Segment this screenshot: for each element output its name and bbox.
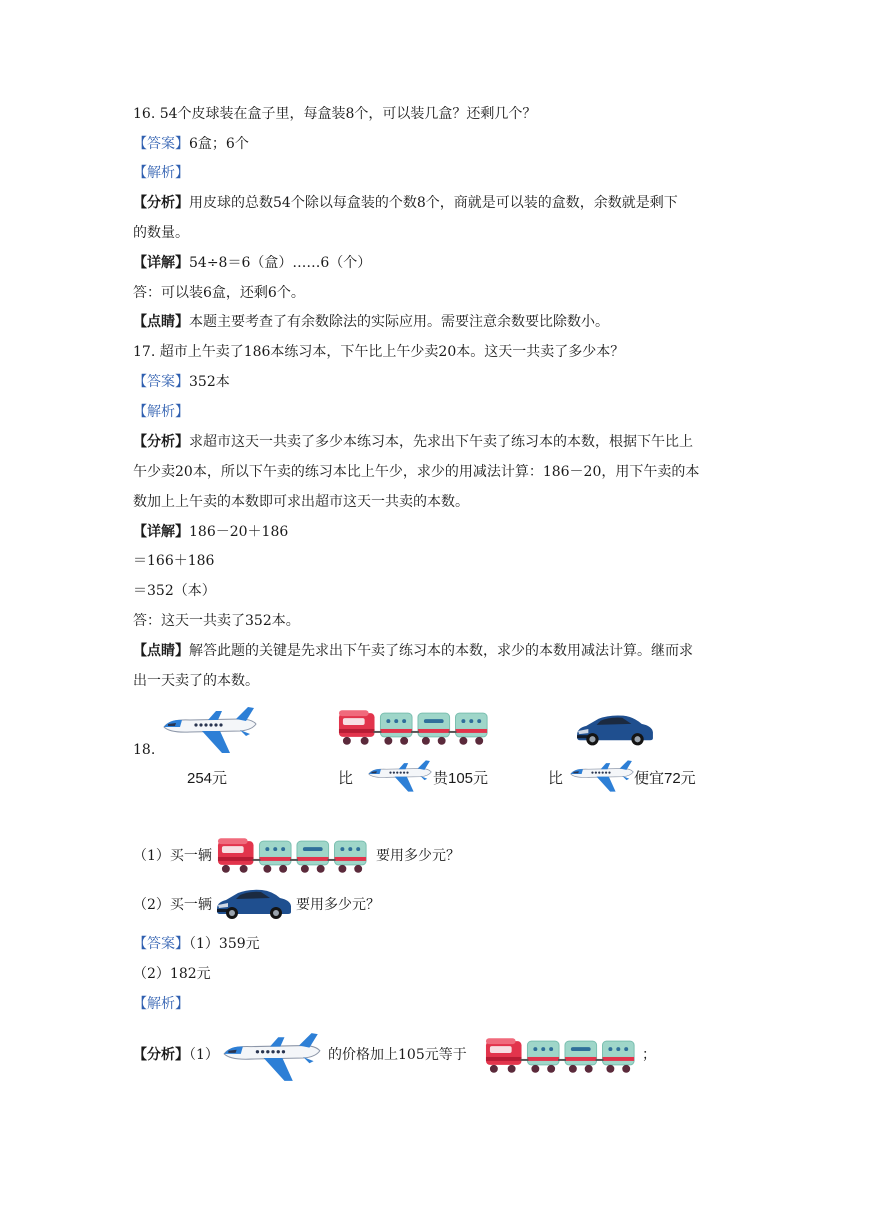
q17-dianjing-line2: 出一天卖了的本数。	[133, 673, 259, 689]
q17-fenxi-line2: 午少卖20本，所以下午卖的练习本比上午少，求少的用减法计算：186－20，用下午卖的本	[133, 464, 700, 480]
train-icon	[337, 706, 495, 748]
q18-fenxi-mid: 的价格加上105元等于	[328, 1047, 467, 1063]
q16-da: 答：可以装6盒，还剩6个。	[133, 285, 305, 301]
airplane-icon	[160, 704, 260, 756]
q17-fenxi-line3: 数加上上午卖的本数即可求出超市这天一共卖的本数。	[133, 494, 469, 510]
q18-sub2-pre: （2）买一辆	[133, 897, 212, 913]
compare-bi-1: 比	[338, 770, 354, 787]
q17-question: 17. 超市上午卖了186本练习本，下午比上午少卖20本。这天一共卖了多少本？	[133, 344, 625, 360]
q18-fenxi-end: ；	[642, 1047, 656, 1063]
car-icon	[214, 883, 294, 923]
airplane-icon	[220, 1030, 324, 1084]
fenxi-tag: 【分析】	[133, 1047, 189, 1063]
q18-fenxi-pre: 【分析】（1）	[133, 1047, 219, 1063]
q17-answer: 352本	[189, 374, 230, 390]
answer-tag: 【答案】	[133, 936, 189, 952]
train-more-expensive: 贵105元	[433, 770, 489, 787]
answer-tag: 【答案】	[133, 136, 189, 152]
q17-answer-line	[133, 372, 230, 392]
q18-answer2: （2）182元	[133, 966, 211, 982]
dianjing-tag: 【点睛】	[133, 314, 189, 330]
airplane-icon	[568, 758, 636, 794]
q16-answer-line	[133, 134, 249, 154]
train-icon	[216, 834, 374, 876]
q17-xiangjie2: ＝166＋186	[133, 553, 215, 569]
car-icon	[574, 710, 656, 748]
plane-price: 254元	[187, 770, 228, 787]
q18-number: 18.	[133, 742, 156, 758]
q17-dianjing-line1: 【点睛】解答此题的关键是先求出下午卖了练习本的本数，求少的本数用减法计算。继而求	[133, 643, 693, 659]
compare-bi-2: 比	[548, 770, 564, 787]
train-icon	[484, 1034, 642, 1076]
q17-xiangjie1: 【详解】186－20＋186	[133, 524, 289, 540]
dianjing-tag: 【点睛】	[133, 643, 189, 659]
q18-sub2-post: 要用多少元？	[296, 897, 380, 913]
q16-fenxi-line2: 的数量。	[133, 225, 189, 241]
xiangjie-tag: 【详解】	[133, 524, 189, 540]
q17-da: 答：这天一共卖了352本。	[133, 613, 300, 629]
airplane-icon	[366, 758, 434, 794]
jiexi-tag: 【解析】	[133, 165, 189, 181]
jiexi-tag: 【解析】	[133, 404, 189, 420]
q18-sub1-pre: （1）买一辆	[133, 848, 212, 864]
answer-tag: 【答案】	[133, 374, 189, 390]
xiangjie-tag: 【详解】	[133, 255, 189, 271]
jiexi-tag: 【解析】	[133, 996, 189, 1012]
q16-question: 16. 54个皮球装在盒子里，每盒装8个，可以装几盒？还剩几个？	[133, 106, 537, 122]
fenxi-tag: 【分析】	[133, 195, 189, 211]
q16-dianjing: 【点睛】本题主要考查了有余数除法的实际应用。需要注意余数要比除数小。	[133, 314, 609, 330]
q17-xiangjie3: ＝352（本）	[133, 583, 216, 599]
q18-answer1: 【答案】（1）359元	[133, 936, 260, 952]
q18-sub1-post: 要用多少元？	[376, 848, 460, 864]
q16-fenxi-line1: 【分析】用皮球的总数54个除以每盒装的个数8个，商就是可以装的盒数，余数就是剩下	[133, 195, 678, 211]
car-cheaper: 便宜72元	[634, 770, 696, 787]
q16-answer: 6盒；6个	[189, 136, 249, 152]
q16-xiangjie: 【详解】54÷8＝6（盒）……6（个）	[133, 255, 372, 271]
q17-fenxi-line1: 【分析】求超市这天一共卖了多少本练习本，先求出下午卖了练习本的本数，根据下午比上	[133, 434, 693, 450]
fenxi-tag: 【分析】	[133, 434, 189, 450]
